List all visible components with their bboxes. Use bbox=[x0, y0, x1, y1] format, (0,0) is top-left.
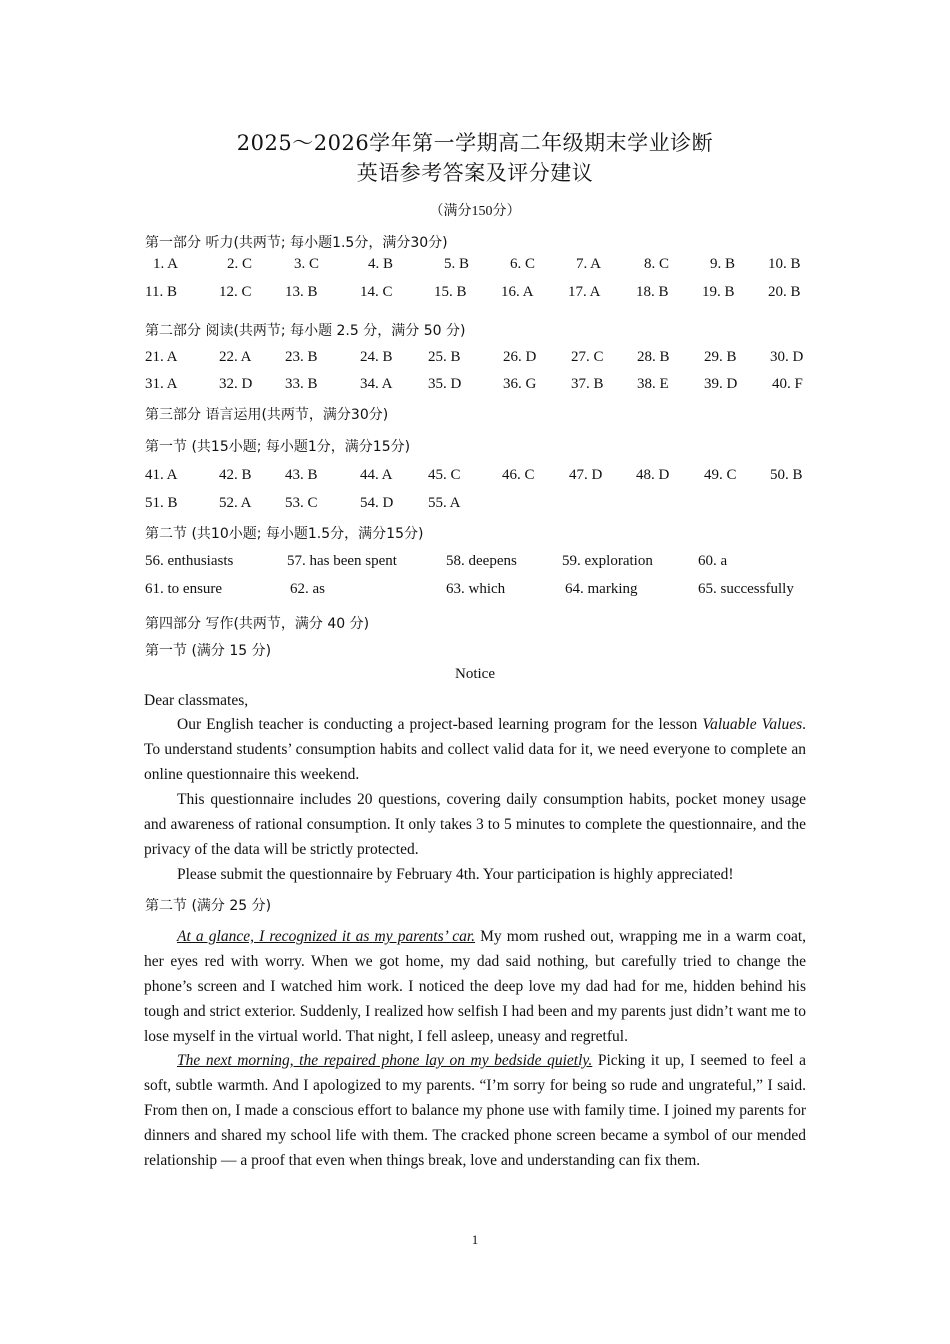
paragraph-text: Our English teacher is conducting a project-based learning program for the lesson bbox=[177, 716, 703, 733]
answer: 56. enthusiasts bbox=[145, 553, 234, 569]
greeting: Dear classmates, bbox=[144, 692, 249, 709]
answer: 31. A bbox=[145, 376, 178, 392]
answer: 60. a bbox=[698, 553, 728, 569]
underlined-given-sentence: At a glance, I recognized it as my parents’ car. bbox=[177, 928, 476, 945]
answer: 8. C bbox=[644, 256, 670, 272]
answer: 1. A bbox=[153, 256, 179, 272]
answer: 23. B bbox=[285, 349, 318, 365]
answer: 30. D bbox=[770, 349, 804, 365]
answer: 62. as bbox=[290, 581, 325, 597]
answer: 44. A bbox=[360, 467, 393, 483]
answer: 28. B bbox=[637, 349, 670, 365]
answer: 18. B bbox=[636, 284, 669, 300]
title-line-1: 2025～2026学年第一学期高二年级期末学业诊断 bbox=[236, 131, 714, 155]
answer: 32. D bbox=[219, 376, 253, 392]
answer: 63. which bbox=[446, 581, 506, 597]
answer: 49. C bbox=[704, 467, 737, 483]
answer: 34. A bbox=[360, 376, 393, 392]
underlined-given-sentence: The next morning, the repaired phone lay on my bedside quietly. bbox=[177, 1052, 593, 1069]
paragraph-text: My mom rushed out, wrapping me in a warm coat, her eyes red with worry. When we got home, my dad said nothing, but carefully tried to change the phone’s screen and I watched him work. I noticed the deep love my dad had for me, hidden behind his tough and strict exterior. Suddenly, I realized how selfish I had been and my parents just didn’t want me to lose myself in the virtual world. That night, I fell asleep, uneasy and regretful. bbox=[144, 928, 807, 1045]
answer: 48. D bbox=[636, 467, 670, 483]
answer: 4. B bbox=[368, 256, 394, 272]
page-number: 1 bbox=[471, 1232, 479, 1247]
story-paragraph-1 bbox=[144, 924, 806, 1049]
answer: 25. B bbox=[428, 349, 461, 365]
answer: 37. B bbox=[571, 376, 604, 392]
answer: 27. C bbox=[571, 349, 604, 365]
answer: 42. B bbox=[219, 467, 252, 483]
answer: 15. B bbox=[434, 284, 467, 300]
full-score: （满分150分） bbox=[429, 204, 521, 219]
answer: 21. A bbox=[145, 349, 178, 365]
answer: 52. A bbox=[219, 495, 252, 511]
answer: 3. C bbox=[294, 256, 320, 272]
part4-section2-header: 第二节 (满分 25 分) bbox=[145, 898, 272, 914]
part3-section1-header: 第一节 (共15小题; 每小题1分，满分15分) bbox=[145, 439, 411, 455]
answer: 41. A bbox=[145, 467, 178, 483]
answer: 33. B bbox=[285, 376, 318, 392]
answer: 22. A bbox=[219, 349, 252, 365]
answer: 46. C bbox=[502, 467, 535, 483]
notice-paragraph-3: Please submit the questionnaire by February 4th. Your participation is highly appreciated! bbox=[177, 866, 734, 883]
answer: 58. deepens bbox=[446, 553, 517, 569]
answer: 53. C bbox=[285, 495, 318, 511]
answer: 45. C bbox=[428, 467, 461, 483]
part1-header: 第一部分 听力(共两节; 每小题1.5分，满分30分) bbox=[145, 235, 448, 251]
answer: 51. B bbox=[145, 495, 178, 511]
lesson-title: Valuable Values bbox=[702, 716, 803, 733]
part3-section2-header: 第二节 (共10小题; 每小题1.5分，满分15分) bbox=[145, 526, 424, 542]
notice-paragraph-2: This questionnaire includes 20 questions, covering daily consumption habits, pocket money usage and awareness of rational consumption. It only takes 3 to 5 minutes to complete the questionnaire, and the privacy of the data will be strictly protected. bbox=[144, 791, 806, 858]
answer: 64. marking bbox=[565, 581, 638, 597]
part2-header: 第二部分 阅读(共两节; 每小题 2.5 分，满分 50 分) bbox=[145, 323, 466, 339]
answer: 24. B bbox=[360, 349, 393, 365]
notice-paragraph-1 bbox=[144, 712, 806, 787]
answer: 65. successfully bbox=[698, 581, 794, 597]
answer: 10. B bbox=[768, 256, 801, 272]
notice-title: Notice bbox=[455, 666, 495, 682]
answer: 43. B bbox=[285, 467, 318, 483]
answer: 36. G bbox=[503, 376, 537, 392]
answer: 39. D bbox=[704, 376, 738, 392]
part4-header: 第四部分 写作(共两节，满分 40 分) bbox=[145, 616, 370, 632]
answer: 26. D bbox=[503, 349, 537, 365]
title-line-2: 英语参考答案及评分建议 bbox=[356, 161, 594, 185]
answer: 55. A bbox=[428, 495, 461, 511]
answer: 7. A bbox=[576, 256, 602, 272]
paragraph-text: . To understand students’ consumption habits and collect valid data for it, we need everyone to complete an online questionnaire this weekend. bbox=[144, 716, 806, 783]
answer: 59. exploration bbox=[562, 553, 653, 569]
part3-header: 第三部分 语言运用(共两节，满分30分) bbox=[145, 407, 389, 423]
answer: 61. to ensure bbox=[145, 581, 223, 597]
answer: 29. B bbox=[704, 349, 737, 365]
answer: 38. E bbox=[637, 376, 669, 392]
answer: 5. B bbox=[444, 256, 470, 272]
answer: 9. B bbox=[710, 256, 736, 272]
answer: 11. B bbox=[145, 284, 177, 300]
paragraph-text: Picking it up, I seemed to feel a soft, subtle warmth. And I apologized to my parents. “I’m sorry for being so rude and ungrateful,” I said. From then on, I made a conscious effort to balance my phone use with family time. I joined my parents for dinners and shared my school life with them. The cracked phone screen became a symbol of our mended relationship — a proof that even when things break, love and understanding can fix them. bbox=[144, 1052, 806, 1169]
story-paragraph-2 bbox=[144, 1048, 806, 1173]
answer: 35. D bbox=[428, 376, 462, 392]
answer: 20. B bbox=[768, 284, 801, 300]
answer: 14. C bbox=[360, 284, 393, 300]
part4-section1-header: 第一节 (满分 15 分) bbox=[145, 643, 272, 659]
answer: 16. A bbox=[501, 284, 534, 300]
answer: 13. B bbox=[285, 284, 318, 300]
answer: 2. C bbox=[227, 256, 253, 272]
answer: 6. C bbox=[510, 256, 536, 272]
answer: 17. A bbox=[568, 284, 601, 300]
answer: 57. has been spent bbox=[287, 553, 397, 569]
answer: 12. C bbox=[219, 284, 252, 300]
answer: 54. D bbox=[360, 495, 394, 511]
answer: 40. F bbox=[772, 376, 803, 392]
answer: 50. B bbox=[770, 467, 803, 483]
answer: 47. D bbox=[569, 467, 603, 483]
answer: 19. B bbox=[702, 284, 735, 300]
